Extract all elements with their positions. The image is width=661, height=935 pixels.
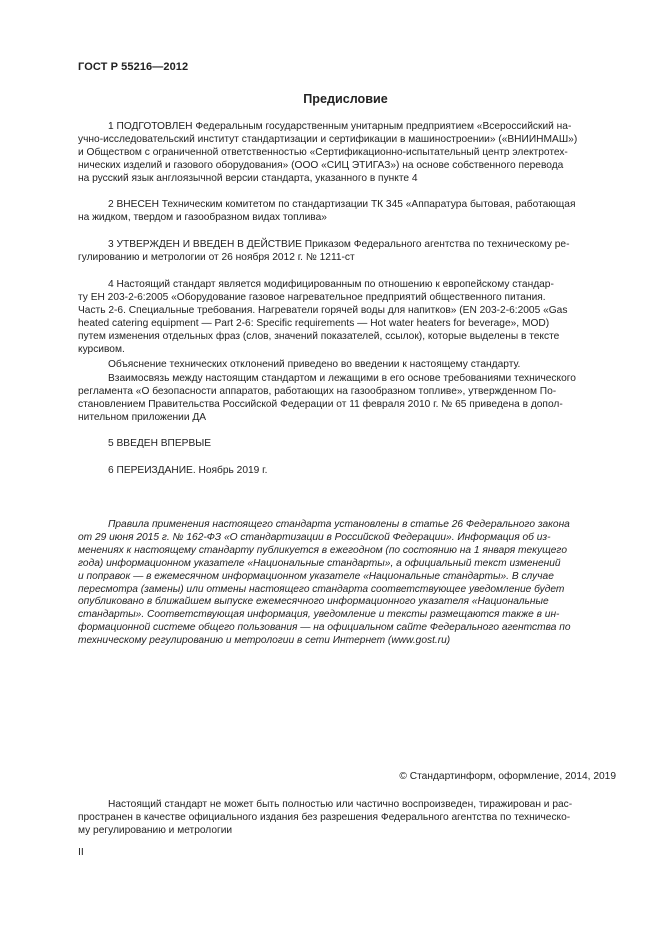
- text-line: менениях к настоящему стандарту публикуется в ежегодном (по состоянию на 1 января текущего: [78, 544, 567, 556]
- text-line: и поправок — в ежемесячном информационном указателе «Национальные стандарты». В случае: [78, 570, 554, 582]
- text-line: нительном приложении ДА: [78, 411, 207, 423]
- text-line: 5 ВВЕДЕН ВПЕРВЫЕ: [108, 438, 212, 449]
- text-line: путем изменения отдельных фраз (слов, значений показателей, ссылок), которые выделены в тексте: [78, 330, 560, 342]
- text-line: регламента «О безопасности аппаратов, работающих на газообразном топливе», утвержденном По-: [78, 385, 557, 397]
- paragraph-4: [78, 279, 616, 356]
- text-line: пространен в качестве официального издания без разрешения Федерального агентства по техническо-: [78, 811, 571, 823]
- text-line: heated catering equipment — Part 2-6: Specific requirements — Hot water heaters for beverage», MOD): [78, 317, 550, 329]
- paragraph-3: [78, 239, 616, 265]
- page-title: Предисловие: [303, 92, 388, 106]
- text-line: техническому регулированию и метрологии в сети Интернет (www.gost.ru): [78, 635, 451, 647]
- text-line: на русский язык англоязычной версии стандарта, указанного в пункте 4: [78, 172, 418, 184]
- text-line: 2 ВНЕСЕН Техническим комитетом по стандартизации ТК 345 «Аппаратура бытовая, работающая: [108, 199, 576, 210]
- text-line: года) информационном указателе «Национальные стандарты», а официальный текст изменений: [78, 557, 561, 569]
- text-line: Правила применения настоящего стандарта установлены в статье 26 Федерального закона: [108, 519, 570, 530]
- text-line: 1 ПОДГОТОВЛЕН Федеральным государственным унитарным предприятием «Всероссийский на-: [108, 121, 572, 132]
- text-line: Объяснение технических отклонений приведено во введении к настоящему стандарту.: [108, 359, 521, 370]
- text-line: Взаимосвязь между настоящим стандартом и лежащими в его основе требованиями технического: [108, 373, 576, 384]
- text-line: Часть 2-6. Специальные требования. Нагреватели горячей воды для напитков» (EN 203-2-6:2005 «Gas: [78, 304, 568, 316]
- text-line: 6 ПЕРЕИЗДАНИЕ. Ноябрь 2019 г.: [108, 465, 268, 476]
- reproduction-notice: [78, 799, 616, 838]
- paragraph-1: [78, 121, 616, 186]
- text-line: 3 УТВЕРЖДЕН И ВВЕДЕН В ДЕЙСТВИЕ Приказом Федерального агентства по техническому ре-: [108, 239, 570, 250]
- text-line: пересмотра (замены) или отмены настоящего стандарта соответствующее уведомление будет: [78, 583, 565, 595]
- text-line: учно-исследовательский институт стандартизации и сертификации в машиностроении» («ВНИИНМАШ»): [78, 133, 578, 145]
- text-line: курсивом.: [78, 343, 125, 355]
- copyright-line: © Стандартинформ, оформление, 2014, 2019: [399, 771, 616, 782]
- text-line: ту ЕН 203-2-6:2005 «Оборудование газовое нагревательное предприятий общественного питания.: [78, 291, 546, 303]
- text-line: гулированию и метрологии от 26 ноября 2012 г. № 1211-ст: [78, 251, 355, 263]
- text-line: опубликовано в ближайшем выпуске ежемесячного информационного указателя «Национальные: [78, 596, 549, 608]
- text-line: 4 Настоящий стандарт является модифицированным по отношению к европейскому стандар-: [108, 279, 554, 290]
- paragraph-4-relation: [78, 373, 616, 425]
- text-line: от 29 июня 2015 г. № 162-ФЗ «О стандартизации в Российской Федерации». Информация об из-: [78, 531, 551, 543]
- text-line: формационной системе общего пользования — на официальном сайте Федерального агентства по: [78, 622, 571, 634]
- paragraph-6: [78, 465, 616, 478]
- text-line: нических изделий и газового оборудования» (ООО «СИЦ ЭТИГАЗ») на основе собственного перевода: [78, 159, 564, 171]
- text-line: Настоящий стандарт не может быть полностью или частично воспроизведен, тиражирован и рас-: [108, 799, 573, 810]
- text-line: му регулированию и метрологии: [78, 824, 233, 836]
- document-header: ГОСТ Р 55216—2012: [78, 61, 189, 73]
- text-line: становлением Правительства Российской Федерации от 11 февраля 2010 г. № 65 приведена в допол-: [78, 398, 563, 410]
- text-line: на жидком, твердом и газообразном видах топлива»: [78, 211, 327, 223]
- text-line: и Обществом с ограниченной ответственностью «Сертификационно-испытательный центр электротех-: [78, 146, 568, 158]
- application-rules-notice: [78, 519, 616, 648]
- paragraph-4-deviations: [78, 359, 616, 372]
- paragraph-2: [78, 199, 616, 225]
- text-line: стандарты». Соответствующая информация, уведомление и тексты размещаются также в ин-: [78, 609, 560, 621]
- paragraph-5: [78, 438, 616, 451]
- page-number: II: [78, 846, 84, 858]
